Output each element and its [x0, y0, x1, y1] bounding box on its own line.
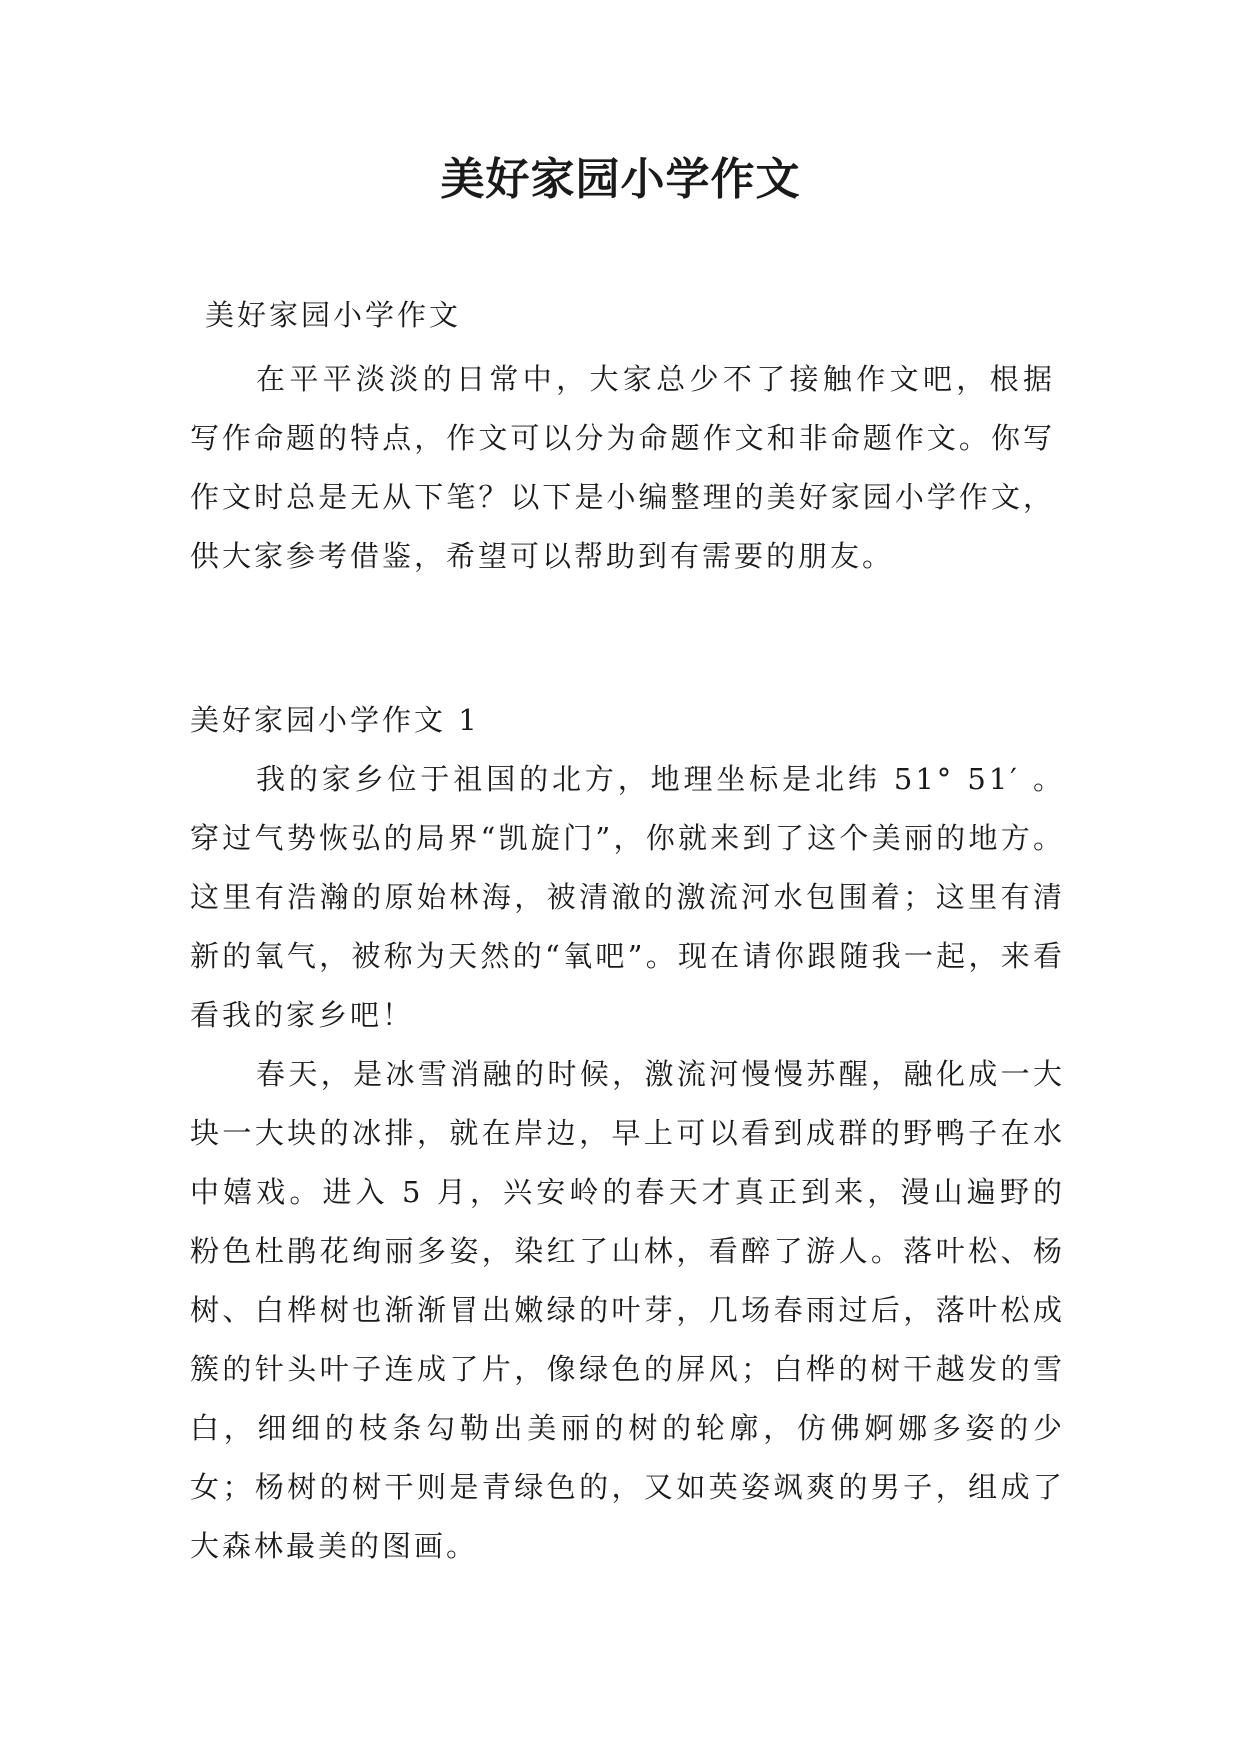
section-heading: 美好家园小学作文 1 [190, 703, 480, 737]
document-subtitle: 美好家园小学作文 [205, 298, 462, 332]
essay-paragraph-1: 我的家乡位于祖国的北方，地理坐标是北纬 51° 51′ 。穿过气势恢弘的局界“凯旋门”，你就来到了这个美丽的地方。这里有浩瀚的原始林海，被清澈的激流河水包围着；这里有清新的氧气，被称为天然的“氧吧”。现在请你跟随我一起，来看看我的家乡吧！ [190, 762, 1065, 1032]
essay-body [190, 750, 1065, 1576]
document-title: 美好家园小学作文 [440, 154, 801, 205]
essay-paragraph-2: 春天，是冰雪消融的时候，激流河慢慢苏醒，融化成一大块一大块的冰排，就在岸边，早上可以看到成群的野鸭子在水中嬉戏。进入 5 月，兴安岭的春天才真正到来，漫山遍野的粉色杜鹃花绚丽多姿，染红了山林，看醉了游人。落叶松、杨树、白桦树也渐渐冒出嫩绿的叶芽，几场春雨过后，落叶松成簇的针头叶子连成了片，像绿色的屏风；白桦的树干越发的雪白，细细的枝条勾勒出美丽的树的轮廓，仿佛婀娜多姿的少女；杨树的树干则是青绿色的，又如英姿飒爽的男子，组成了大森林最美的图画。 [190, 1057, 1065, 1563]
intro-paragraph: 在平平淡淡的日常中，大家总少不了接触作文吧，根据写作命题的特点，作文可以分为命题作文和非命题作文。你写作文时总是无从下笔？以下是小编整理的美好家园小学作文，供大家参考借鉴，希望可以帮助到有需要的朋友。 [190, 362, 1055, 573]
